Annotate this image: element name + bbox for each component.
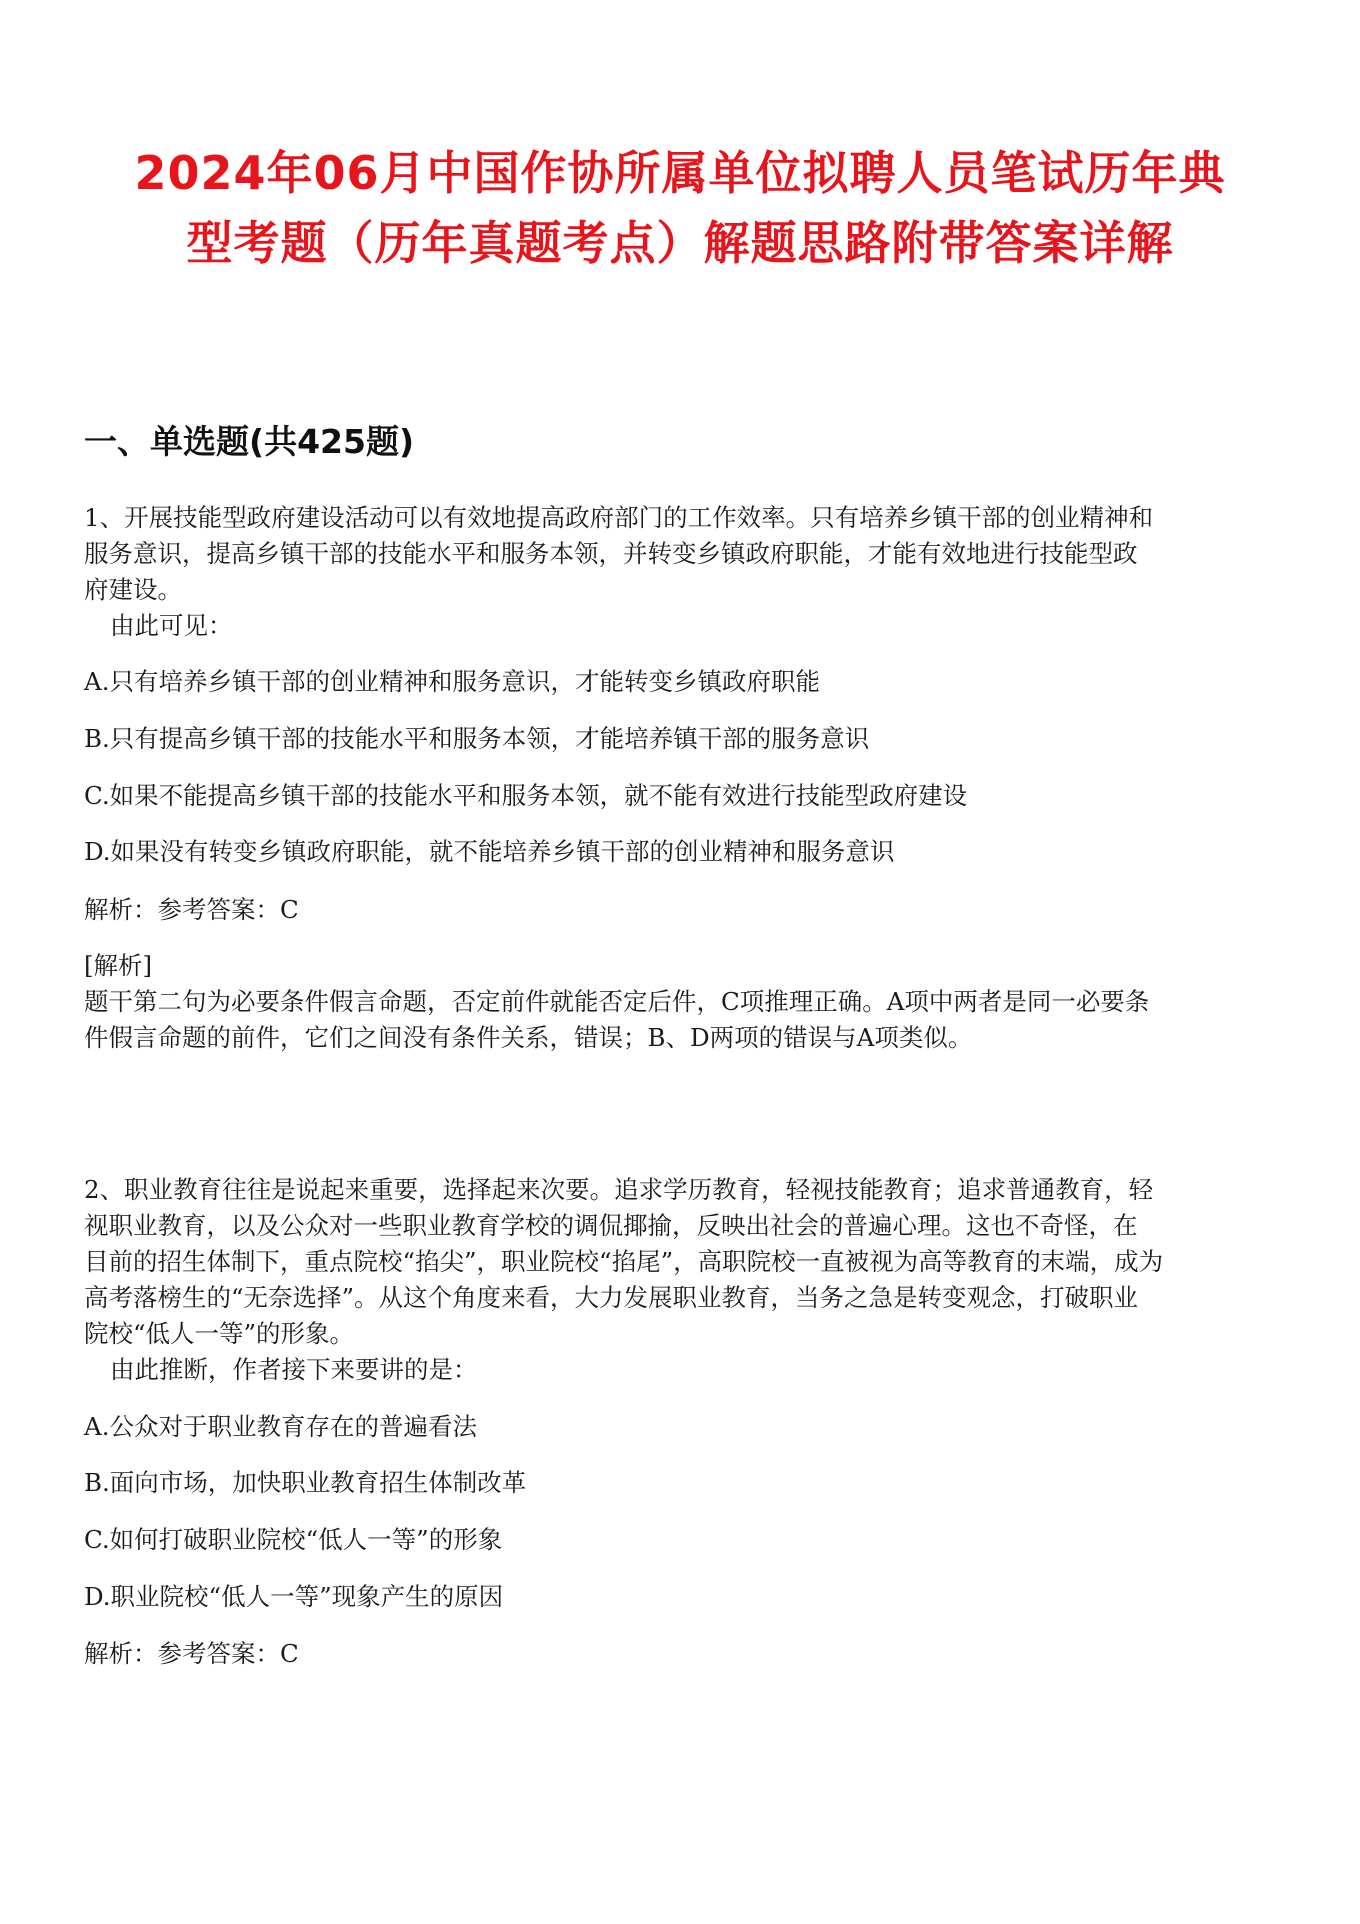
question-1-stem-line-1: 1、开展技能型政府建设活动可以有效地提高政府部门的工作效率。只有培养乡镇干部的创业精神和 [84, 503, 1154, 532]
question-2-stem-line-2: 视职业教育，以及公众对一些职业教育学校的调侃揶揄，反映出社会的普遍心理。这也不奇怪，在 [84, 1211, 1138, 1240]
question-1-option-a: A.只有培养乡镇干部的创业精神和服务意识，才能转变乡镇政府职能 [84, 667, 820, 696]
question-1-analysis-line-1: 题干第二句为必要条件假言命题，否定前件就能否定后件，C项推理正确。A项中两者是同一必要条 [84, 987, 1150, 1016]
question-2-stem-line-3: 目前的招生体制下，重点院校“掐尖”，职业院校“掐尾”，高职院校一直被视为高等教育的末端，成为 [84, 1247, 1164, 1276]
question-1-option-d: D.如果没有转变乡镇政府职能，就不能培养乡镇干部的创业精神和服务意识 [84, 837, 895, 866]
document-title-line-2: 型考题（历年真题考点）解题思路附带答案详解 [186, 216, 1174, 270]
section-heading: 一、单选题(共425题) [84, 422, 415, 461]
question-1-stem-line-2: 服务意识，提高乡镇干部的技能水平和服务本领，并转变乡镇政府职能，才能有效地进行技能型政 [84, 539, 1138, 568]
question-2-option-c: C.如何打破职业院校“低人一等”的形象 [84, 1525, 503, 1554]
question-1-analysis-line-2: 件假言命题的前件，它们之间没有条件关系，错误；B、D两项的错误与A项类似。 [84, 1023, 973, 1052]
question-1-answer: 解析：参考答案：C [84, 895, 299, 924]
question-2-stem-line-1: 2、职业教育往往是说起来重要，选择起来次要。追求学历教育，轻视技能教育；追求普通教育，轻 [84, 1175, 1154, 1204]
question-1-stem-line-3: 府建设。 [84, 575, 182, 604]
question-2-answer: 解析：参考答案：C [84, 1639, 299, 1668]
question-2-prompt: 由此推断，作者接下来要讲的是： [110, 1355, 478, 1384]
question-2-stem-line-4: 高考落榜生的“无奈选择”。从这个角度来看，大力发展职业教育，当务之急是转变观念，打破职业 [84, 1283, 1139, 1312]
document-title-line-1: 2024年06月中国作协所属单位拟聘人员笔试历年典 [134, 146, 1226, 200]
question-2-option-a: A.公众对于职业教育存在的普遍看法 [84, 1412, 477, 1441]
question-2-stem-line-5: 院校“低人一等”的形象。 [84, 1319, 355, 1348]
question-2-option-b: B.面向市场，加快职业教育招生体制改革 [84, 1468, 527, 1497]
question-2-option-d: D.职业院校“低人一等”现象产生的原因 [84, 1582, 504, 1611]
document-title [60, 138, 1300, 278]
question-1-option-c: C.如果不能提高乡镇干部的技能水平和服务本领，就不能有效进行技能型政府建设 [84, 781, 968, 810]
question-1-analysis-label: [解析] [84, 951, 153, 980]
question-1-option-b: B.只有提高乡镇干部的技能水平和服务本领，才能培养镇干部的服务意识 [84, 724, 870, 753]
question-1-prompt: 由此可见： [110, 611, 233, 640]
